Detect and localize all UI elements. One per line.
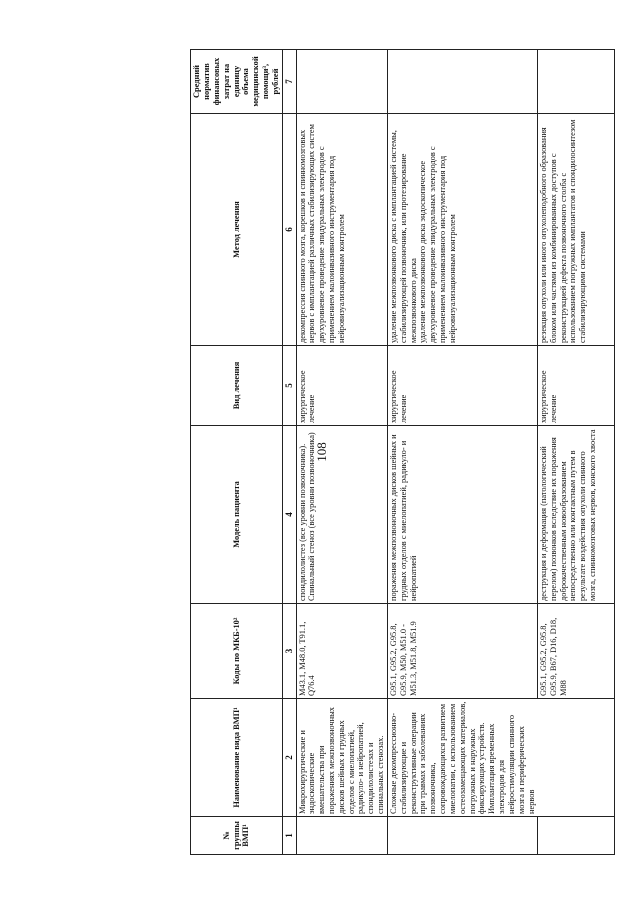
- header-vmp-name: Наименование вида ВМП¹: [191, 699, 283, 817]
- column-number: 7: [283, 50, 297, 114]
- cell-treatment-type: хирургическое лечение: [296, 346, 387, 426]
- column-number: 3: [283, 604, 297, 699]
- table-row: [296, 50, 387, 855]
- method-item: резекция опухоли или иного опухолеподобного образования блоком или частями из комбинированных доступов с реконструкцией дефекта позвоночного столба с использованием погружных имплантатов и спондилосинтезом стабилизирующими системами: [538, 119, 588, 343]
- cell-vmp-name: Микрохирургические и эндоскопические вмешательства при поражениях межпозвоночных дисков шейных и грудных отделов с миелопатией, радикуло- и нейропатией, спондилолистезах и спинальных стенозах.: [296, 699, 387, 817]
- cell-vmp-name: [537, 699, 614, 817]
- cell-icd-codes: M43.1, M48.0, T91.1, Q76.4: [296, 604, 387, 699]
- cell-patient-model: деструкция и деформация (патологический перелом) позвонков вследствие их поражения доброкачественным новообразованием непосредственно или контактным путем в результате воздействия опухоли спинного мозга, спинномозговых нервов, конского хвоста: [537, 426, 614, 604]
- header-icd-codes: Коды по МКБ-10²: [191, 604, 283, 699]
- method-item: двухуровневое проведение эпидуральных электродов с применением малоинвазивного инструментария под нейровизуализационным контролем: [317, 146, 346, 343]
- header-treatment-type: Вид лечения: [191, 346, 283, 426]
- method-item: удаление межпозвонкового диска с имплантацией системы, стабилизирующей позвоночник, или протезирование межпозвонкового диска: [388, 130, 418, 343]
- method-item: декомпрессия спинного мозга, корешков и спинномозговых нервов с имплантацией различных стабилизирующих систем: [297, 124, 317, 343]
- cell-treatment-type: хирургическое лечение: [387, 346, 537, 426]
- column-number: 6: [283, 114, 297, 346]
- cell-icd-codes: G95.1, G95.2, G95.8, G95.9, M50, M51.0 - M51.3, M51.8, M51.9: [387, 604, 537, 699]
- cell-treatment-method: [387, 114, 537, 346]
- header-average-cost: Средний норматив финансовых затрат на единицу объема медицинской помощи³, рублей: [191, 50, 283, 114]
- cell-average-cost: [537, 50, 614, 114]
- header-group-number: № группы ВМП¹: [191, 817, 283, 855]
- cell-treatment-type: хирургическое лечение: [537, 346, 614, 426]
- column-number: 4: [283, 426, 297, 604]
- cell-icd-codes: G95.1, G95.2, G95.8, G95.9, B67, D16, D18, M88: [537, 604, 614, 699]
- cell-average-cost: [296, 50, 387, 114]
- cell-treatment-method: [296, 114, 387, 346]
- page-number-text: 108: [314, 442, 329, 462]
- header-treatment-method: Метод лечения: [191, 114, 283, 346]
- method-item: удаление межпозвонкового диска эндоскопическое: [418, 160, 428, 343]
- cell-group: [387, 817, 537, 855]
- table-row: [537, 50, 614, 855]
- cell-patient-model: поражения межпозвоночных дисков шейных и грудных отделов с миелопатией, радикуло- и нейропатией: [387, 426, 537, 604]
- cell-vmp-name: Сложные декомпрессионно-стабилизирующие и реконструктивные операции при травмах и заболеваниях позвоночника, сопровождающихся развитием миелопатии, с использованием остеозамещающих материалов, погружных и наружных фиксирующих устройств. Имплантация временных электродов для нейростимуляции спинного мозга и периферических нервов: [387, 699, 537, 817]
- column-number-row: [283, 50, 297, 855]
- table-header-row: [191, 50, 283, 855]
- column-number: 1: [283, 817, 297, 855]
- vmp-table: [190, 49, 615, 855]
- cell-group: [296, 817, 387, 855]
- cell-average-cost: [387, 50, 537, 114]
- column-number: 2: [283, 699, 297, 817]
- cell-patient-model: спондилолистез (все уровни позвоночника). Спинальный стеноз (все уровни позвоночника): [296, 426, 387, 604]
- method-item: двухуровневое проведение эпидуральных электродов с применением малоинвазивного инструментария под нейровизуализационным контролем: [428, 146, 457, 343]
- rotated-table-container: [190, 50, 615, 855]
- header-patient-model: Модель пациента: [191, 426, 283, 604]
- cell-treatment-method: [537, 114, 614, 346]
- table-row: [387, 50, 537, 855]
- cell-group: [537, 817, 614, 855]
- column-number: 5: [283, 346, 297, 426]
